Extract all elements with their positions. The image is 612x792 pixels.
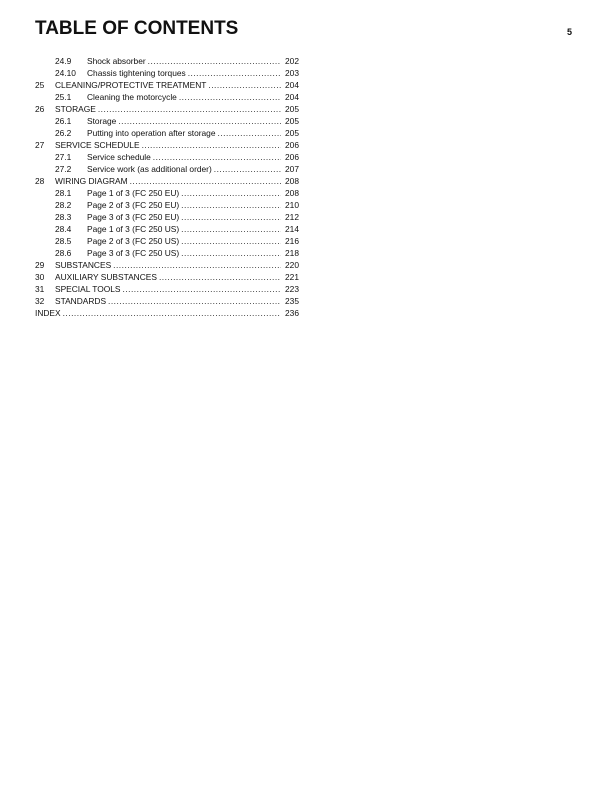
toc-dot-leader bbox=[153, 151, 281, 163]
toc-entry-title: STORAGE bbox=[55, 104, 96, 114]
toc-dot-leader bbox=[181, 235, 281, 247]
toc-section-entry[interactable] bbox=[35, 199, 299, 211]
toc-entry-title: SUBSTANCES bbox=[55, 260, 112, 270]
toc-entry-number: 24.10 bbox=[55, 68, 76, 78]
toc-entry-number: 26 bbox=[35, 104, 45, 114]
toc-entry-page: 216 bbox=[285, 236, 299, 246]
toc-entry-number: 32 bbox=[35, 296, 45, 306]
toc-entry-page: 205 bbox=[285, 128, 299, 138]
toc-entry-page: 214 bbox=[285, 224, 299, 234]
toc-dot-leader bbox=[188, 67, 281, 79]
toc-dot-leader bbox=[179, 91, 281, 103]
toc-chapter-entry[interactable] bbox=[35, 103, 299, 115]
toc-entry-page: 236 bbox=[285, 308, 299, 318]
toc-entry-page: 212 bbox=[285, 212, 299, 222]
toc-entry-page: 223 bbox=[285, 284, 299, 294]
toc-section-entry[interactable] bbox=[35, 235, 299, 247]
toc-dot-leader bbox=[148, 55, 281, 67]
toc-entry-title: AUXILIARY SUBSTANCES bbox=[55, 272, 157, 282]
toc-entry-title: Page 3 of 3 (FC 250 US) bbox=[87, 248, 180, 258]
toc-section-entry[interactable] bbox=[35, 247, 299, 259]
toc-entry-page: 208 bbox=[285, 188, 299, 198]
toc-entry-page: 205 bbox=[285, 116, 299, 126]
toc-entry-page: 204 bbox=[285, 92, 299, 102]
toc-entry-title: Page 2 of 3 (FC 250 US) bbox=[87, 236, 180, 246]
toc-entry-title: INDEX bbox=[35, 308, 61, 318]
toc-entry-page: 220 bbox=[285, 260, 299, 270]
toc-entry-page: 206 bbox=[285, 140, 299, 150]
toc-entry-title: SPECIAL TOOLS bbox=[55, 284, 121, 294]
toc-entry-page: 208 bbox=[285, 176, 299, 186]
toc-dot-leader bbox=[142, 139, 281, 151]
toc-section-entry[interactable] bbox=[35, 91, 299, 103]
toc-dot-leader bbox=[63, 307, 281, 319]
toc-entry-number: 29 bbox=[35, 260, 45, 270]
toc-dot-leader bbox=[108, 295, 281, 307]
toc-dot-leader bbox=[218, 127, 282, 139]
toc-section-entry[interactable] bbox=[35, 223, 299, 235]
toc-index-entry[interactable] bbox=[35, 307, 299, 319]
toc-entry-number: 28.3 bbox=[55, 212, 72, 222]
toc-section-entry[interactable] bbox=[35, 67, 299, 79]
toc-entry-page: 202 bbox=[285, 56, 299, 66]
toc-entry-title: WIRING DIAGRAM bbox=[55, 176, 128, 186]
toc-entry-title: STANDARDS bbox=[55, 296, 107, 306]
toc-section-entry[interactable] bbox=[35, 151, 299, 163]
toc-section-entry[interactable] bbox=[35, 115, 299, 127]
toc-entry-page: 218 bbox=[285, 248, 299, 258]
toc-entry-page: 205 bbox=[285, 104, 299, 114]
toc-entry-title: Shock absorber bbox=[87, 56, 146, 66]
toc-chapter-entry[interactable] bbox=[35, 283, 299, 295]
toc-dot-leader bbox=[98, 103, 281, 115]
toc-section-entry[interactable] bbox=[35, 55, 299, 67]
toc-entry-number: 25.1 bbox=[55, 92, 72, 102]
toc-chapter-entry[interactable] bbox=[35, 139, 299, 151]
toc-entry-title: CLEANING/PROTECTIVE TREATMENT bbox=[55, 80, 207, 90]
toc-dot-leader bbox=[130, 175, 281, 187]
toc-section-entry[interactable] bbox=[35, 127, 299, 139]
toc-chapter-entry[interactable] bbox=[35, 175, 299, 187]
toc-entry-number: 27.1 bbox=[55, 152, 72, 162]
toc-entry-page: 206 bbox=[285, 152, 299, 162]
toc-chapter-entry[interactable] bbox=[35, 79, 299, 91]
toc-entry-page: 207 bbox=[285, 164, 299, 174]
toc-entry-number: 24.9 bbox=[55, 56, 72, 66]
toc-entry-number: 27.2 bbox=[55, 164, 72, 174]
toc-entry-title: Storage bbox=[87, 116, 117, 126]
toc-chapter-entry[interactable] bbox=[35, 271, 299, 283]
toc-entry-title: Page 1 of 3 (FC 250 EU) bbox=[87, 188, 180, 198]
toc-entry-number: 28.1 bbox=[55, 188, 72, 198]
toc-entry-page: 203 bbox=[285, 68, 299, 78]
toc-chapter-entry[interactable] bbox=[35, 259, 299, 271]
toc-section-entry[interactable] bbox=[35, 187, 299, 199]
toc-dot-leader bbox=[208, 79, 281, 91]
toc-entry-number: 28.4 bbox=[55, 224, 72, 234]
toc-chapter-entry[interactable] bbox=[35, 295, 299, 307]
toc-entry-page: 204 bbox=[285, 80, 299, 90]
page-title: TABLE OF CONTENTS bbox=[35, 18, 239, 39]
toc-dot-leader bbox=[118, 115, 281, 127]
toc-entry-page: 210 bbox=[285, 200, 299, 210]
toc-dot-leader bbox=[113, 259, 281, 271]
toc-dot-leader bbox=[214, 163, 281, 175]
table-of-contents bbox=[35, 55, 299, 319]
toc-section-entry[interactable] bbox=[35, 163, 299, 175]
toc-entry-title: Chassis tightening torques bbox=[87, 68, 186, 78]
toc-dot-leader bbox=[181, 247, 281, 259]
toc-entry-number: 28.5 bbox=[55, 236, 72, 246]
toc-entry-title: SERVICE SCHEDULE bbox=[55, 140, 140, 150]
toc-entry-title: Cleaning the motorcycle bbox=[87, 92, 177, 102]
toc-entry-number: 25 bbox=[35, 80, 45, 90]
toc-entry-number: 31 bbox=[35, 284, 45, 294]
page-number: 5 bbox=[567, 27, 573, 37]
toc-entry-number: 26.1 bbox=[55, 116, 72, 126]
toc-entry-title: Page 2 of 3 (FC 250 EU) bbox=[87, 200, 180, 210]
toc-entry-number: 27 bbox=[35, 140, 45, 150]
toc-dot-leader bbox=[181, 223, 281, 235]
toc-dot-leader bbox=[122, 283, 281, 295]
toc-dot-leader bbox=[181, 211, 281, 223]
toc-entry-number: 28.6 bbox=[55, 248, 72, 258]
toc-dot-leader bbox=[181, 199, 281, 211]
toc-entry-page: 221 bbox=[285, 272, 299, 282]
toc-entry-title: Service schedule bbox=[87, 152, 151, 162]
toc-entry-title: Page 1 of 3 (FC 250 US) bbox=[87, 224, 180, 234]
toc-entry-number: 26.2 bbox=[55, 128, 72, 138]
toc-dot-leader bbox=[181, 187, 281, 199]
toc-entry-page: 235 bbox=[285, 296, 299, 306]
toc-dot-leader bbox=[159, 271, 281, 283]
toc-entry-title: Service work (as additional order) bbox=[87, 164, 212, 174]
toc-entry-title: Page 3 of 3 (FC 250 EU) bbox=[87, 212, 180, 222]
toc-entry-title: Putting into operation after storage bbox=[87, 128, 216, 138]
toc-entry-number: 28 bbox=[35, 176, 45, 186]
toc-entry-number: 30 bbox=[35, 272, 45, 282]
toc-section-entry[interactable] bbox=[35, 211, 299, 223]
toc-entry-number: 28.2 bbox=[55, 200, 72, 210]
